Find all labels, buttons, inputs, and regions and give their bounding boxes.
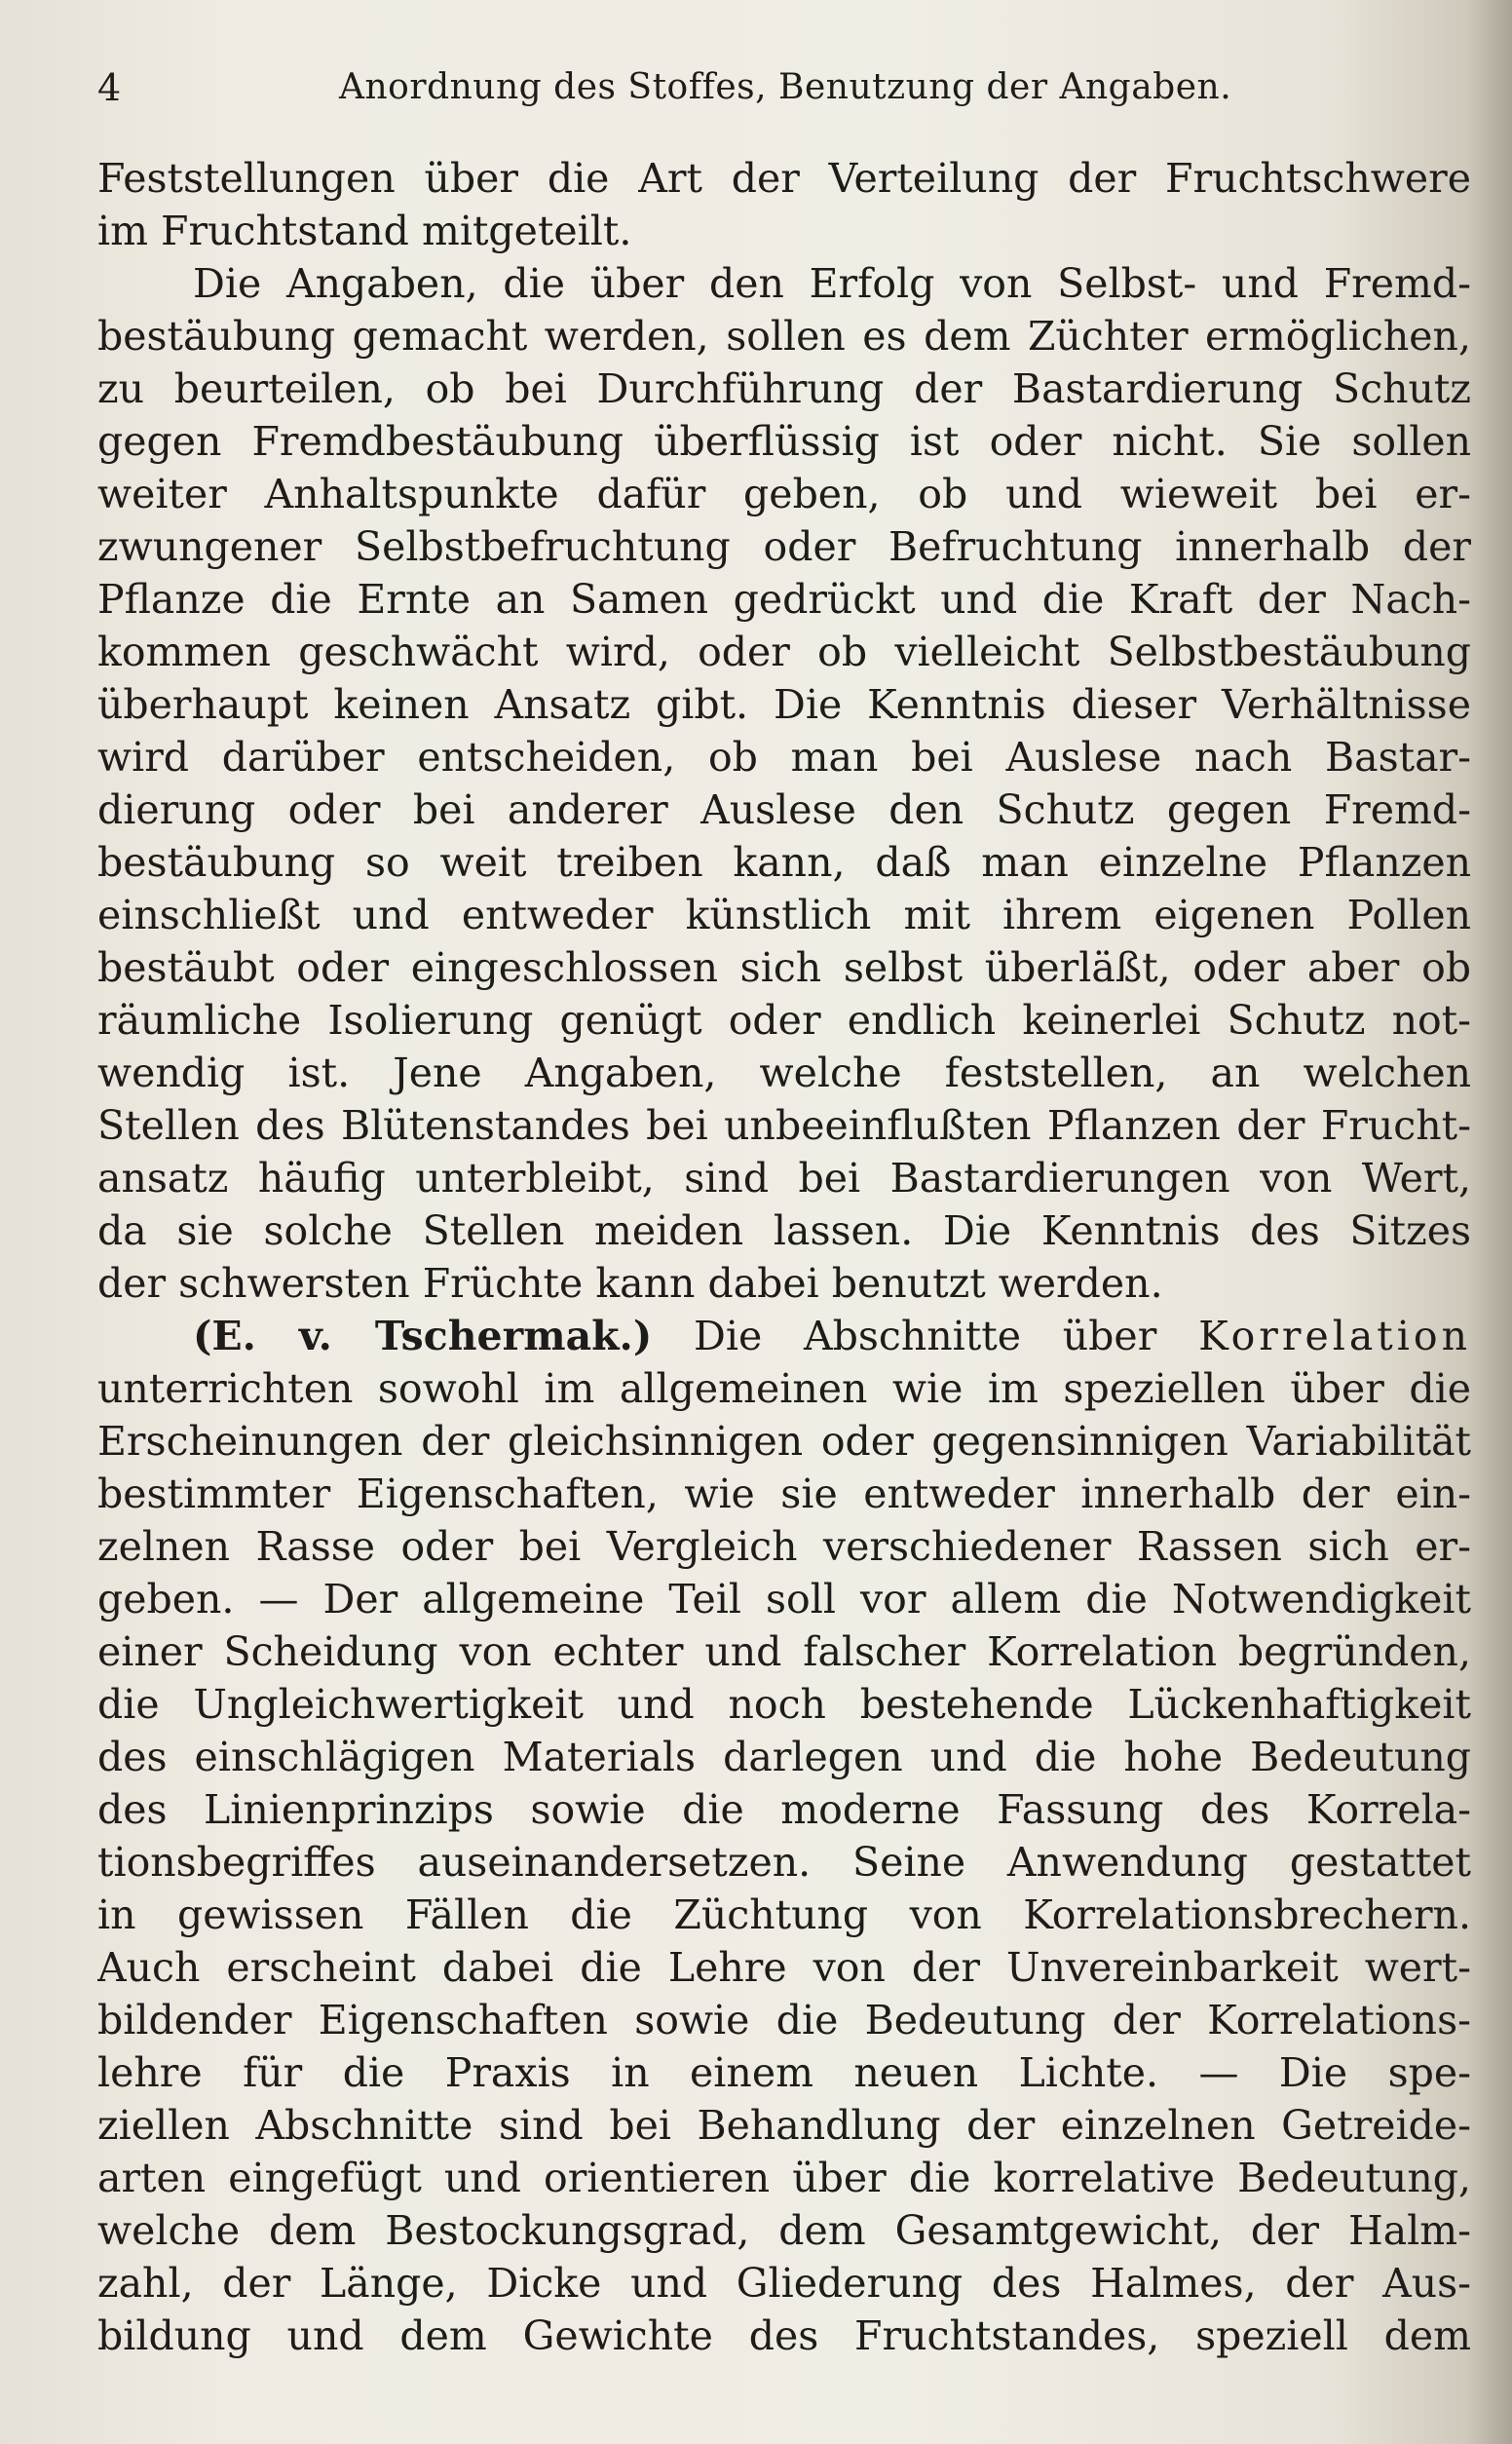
text-line: unterrichten sowohl im allgemeinen wie im speziellen über die [97, 1365, 1471, 1412]
text-line: geben. — Der allgemeine Teil soll vor allem die Notwendigkeit [97, 1576, 1471, 1623]
text-line: Pflanze die Ernte an Samen gedrückt und die Kraft der Nach- [97, 576, 1471, 623]
text-line: die Ungleichwertigkeit und noch bestehende Lückenhaftigkeit [97, 1681, 1471, 1728]
text-line: der schwersten Früchte kann dabei benutzt werden. [97, 1260, 1163, 1307]
text-line: Die Angaben, die über den Erfolg von Selbst- und Fremd- [193, 260, 1471, 307]
section-keyword: Korrelation [1198, 1313, 1471, 1359]
text-line: Erscheinungen der gleichsinnigen oder gegensinnigen Variabilität [97, 1418, 1471, 1465]
text-line: des einschlägigen Materials darlegen und die hohe Bedeutung [97, 1734, 1471, 1780]
text-line: räumliche Isolierung genügt oder endlich keinerlei Schutz not- [97, 997, 1471, 1044]
text-line: zwungener Selbstbefruchtung oder Befruchtung innerhalb der [97, 523, 1471, 570]
text-line: kommen geschwächt wird, oder ob vielleicht Selbstbestäubung [97, 629, 1471, 675]
text-line: ziellen Abschnitte sind bei Behandlung der einzelnen Getreide- [97, 2102, 1471, 2149]
text-line: lehre für die Praxis in einem neuen Lichte. — Die spe- [97, 2049, 1471, 2096]
text-line: des Linienprinzips sowie die moderne Fassung des Korrela- [97, 1786, 1471, 1833]
text-line: Auch erscheint dabei die Lehre von der Unvereinbarkeit wert- [97, 1944, 1471, 1991]
text-line: zelnen Rasse oder bei Vergleich verschiedener Rassen sich er- [97, 1523, 1471, 1570]
text-line: wird darüber entscheiden, ob man bei Auslese nach Bastar- [97, 734, 1471, 781]
text-line: Feststellungen über die Art der Verteilung der Fruchtschwere [97, 155, 1471, 202]
text-line: überhaupt keinen Ansatz gibt. Die Kenntnis dieser Verhältnisse [97, 681, 1471, 728]
text-line: bestäubung so weit treiben kann, daß man einzelne Pflanzen [97, 839, 1471, 886]
text-line: welche dem Bestockungsgrad, dem Gesamtgewicht, der Halm- [97, 2207, 1471, 2254]
text-line: bildender Eigenschaften sowie die Bedeutung der Korrelations- [97, 1997, 1471, 2043]
text-line: ansatz häufig unterbleibt, sind bei Bastardierungen von Wert, [97, 1155, 1471, 1202]
paragraph-start-line [97, 1310, 1471, 1362]
text-line: Stellen des Blütenstandes bei unbeeinflußten Pflanzen der Frucht- [97, 1102, 1471, 1149]
text-line: einer Scheidung von echter und falscher Korrelation begründen, [97, 1628, 1471, 1675]
text-line: im Fruchtstand mitgeteilt. [97, 208, 632, 254]
text-line: arten eingefügt und orientieren über die korrelative Bedeutung, [97, 2155, 1471, 2201]
text-line: da sie solche Stellen meiden lassen. Die Kenntnis des Sitzes [97, 1207, 1471, 1254]
text-line: zu beurteilen, ob bei Durchführung der Bastardierung Schutz [97, 365, 1471, 412]
page-header [97, 58, 1461, 117]
running-title: Anordnung des Stoffes, Benutzung der Angaben. [339, 67, 1232, 107]
text-line: bestäubung gemacht werden, sollen es dem Züchter ermöglichen, [97, 313, 1471, 360]
text-line: in gewissen Fällen die Züchtung von Korrelationsbrechern. [97, 1891, 1471, 1938]
text-line: einschließt und entweder künstlich mit ihrem eigenen Pollen [97, 892, 1471, 938]
text-line: dierung oder bei anderer Auslese den Schutz gegen Fremd- [97, 786, 1471, 833]
body-text [97, 152, 1471, 2362]
text-line: tionsbegriffes auseinandersetzen. Seine Anwendung gestattet [97, 1839, 1471, 1886]
text-line: bestäubt oder eingeschlossen sich selbst überläßt, oder aber ob [97, 944, 1471, 991]
text-line: bildung und dem Gewichte des Fruchtstandes, speziell dem [97, 2312, 1471, 2359]
author-attribution: (E. v. Tschermak.) [193, 1313, 653, 1359]
text-line: zahl, der Länge, Dicke und Gliederung des Halmes, der Aus- [97, 2260, 1471, 2307]
text-line: weiter Anhaltspunkte dafür geben, ob und wieweit bei er- [97, 471, 1471, 517]
paragraph-lead: Die Abschnitte über [694, 1313, 1157, 1359]
text-line: bestimmter Eigenschaften, wie sie entweder innerhalb der ein- [97, 1470, 1471, 1517]
text-line: gegen Fremdbestäubung überflüssig ist oder nicht. Sie sollen [97, 418, 1471, 465]
text-line: wendig ist. Jene Angaben, welche feststellen, an welchen [97, 1050, 1471, 1096]
page-number: 4 [97, 66, 122, 109]
